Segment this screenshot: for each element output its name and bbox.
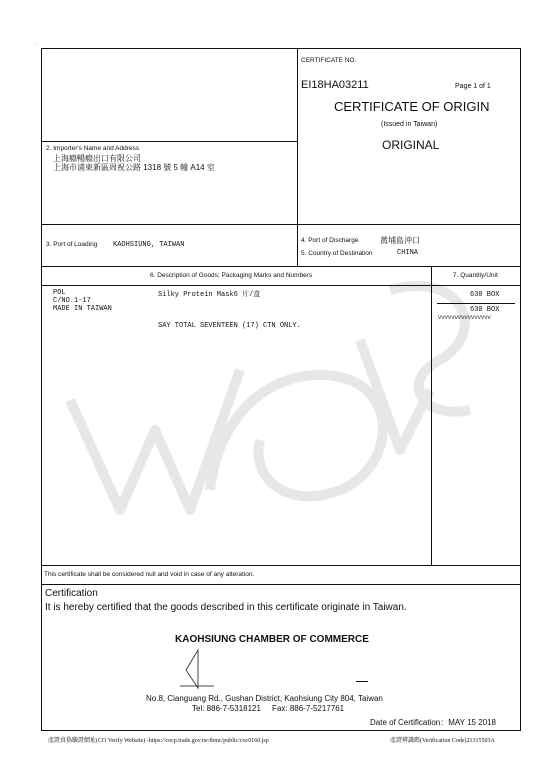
certification-heading: Certification [45,588,98,599]
country-of-destination-label: 5. Country of Destination [301,250,373,257]
port-of-discharge-label: 4. Port of Discharge [301,237,359,244]
importer-name: 上海瘾暢瘾出口有限公司 [53,154,141,163]
verification-code: 產證辨識碼(Verification Code)21315503A [390,738,495,744]
certification-statement: It is hereby certified that the goods described in this certificate originate in Taiwan. [45,602,407,613]
original-label: ORIGINAL [382,138,440,152]
scan-mark: · [36,42,38,48]
verify-website: 產證真偽驗證網址(CO Verify Website) -https://cocp.trade.gov.tw/tbmc/public/coc0160.jsp [48,738,269,744]
mark-line: POL [53,289,66,297]
alteration-notice: This certificate shall be considered null and void in case of any alteration. [44,571,255,578]
mark-line: C/NO.1-17 [53,297,91,305]
importer-label: 2. Importer's Name and Address [46,145,140,152]
signature-stamp [178,648,218,693]
quantity-header: 7. Quantity/Unit [453,272,498,279]
packaging-marks [53,289,112,313]
date-of-certification: Date of Certification：MAY 15 2018 [370,718,496,727]
chamber-address: No.8, Cianguang Rd., Gushan District, Kaohsiung City 804, Taiwan [146,694,383,703]
description-header: 6. Description of Goods; Packaging Marks and Numbers [150,272,313,279]
quantity-value: 630 BOX [470,291,500,299]
quantity-total: 630 BOX [470,306,500,314]
certificate-no-label: CERTIFICATE NO. [301,57,357,64]
goods-item: Silky Protein Mask6 片/盒 [158,291,261,299]
goods-total: SAY TOTAL SEVENTEEN (17) CTN ONLY. [158,322,301,330]
country-of-destination-value: CHINA [397,249,419,257]
quantity-terminator: VVVVVVVVVVVVVVVV [438,314,491,321]
issued-in: (Issued in Taiwan) [381,121,438,128]
port-of-loading-label: 3. Port of Loading [46,241,98,248]
chamber-phone: Tel: 886-7-5318121 Fax: 886-7-5217761 [192,704,345,713]
importer-address: 上海市浦東新區周祝公路 1318 號 5 幢 A14 室 [53,163,215,172]
page-number: Page 1 of 1 [455,83,491,90]
certificate-no-value: EI18HA03211 [301,79,369,91]
port-of-loading-value: KAOHSIUNG, TAIWAN [113,241,185,249]
watermark-logo [60,250,480,550]
chamber-name: KAOHSIUNG CHAMBER OF COMMERCE [175,634,369,645]
mark-line: MADE IN TAIWAN [53,305,112,313]
certificate-title: CERTIFICATE OF ORIGIN [334,99,490,114]
port-of-discharge-value: 黃埔島沖口 [380,236,420,245]
